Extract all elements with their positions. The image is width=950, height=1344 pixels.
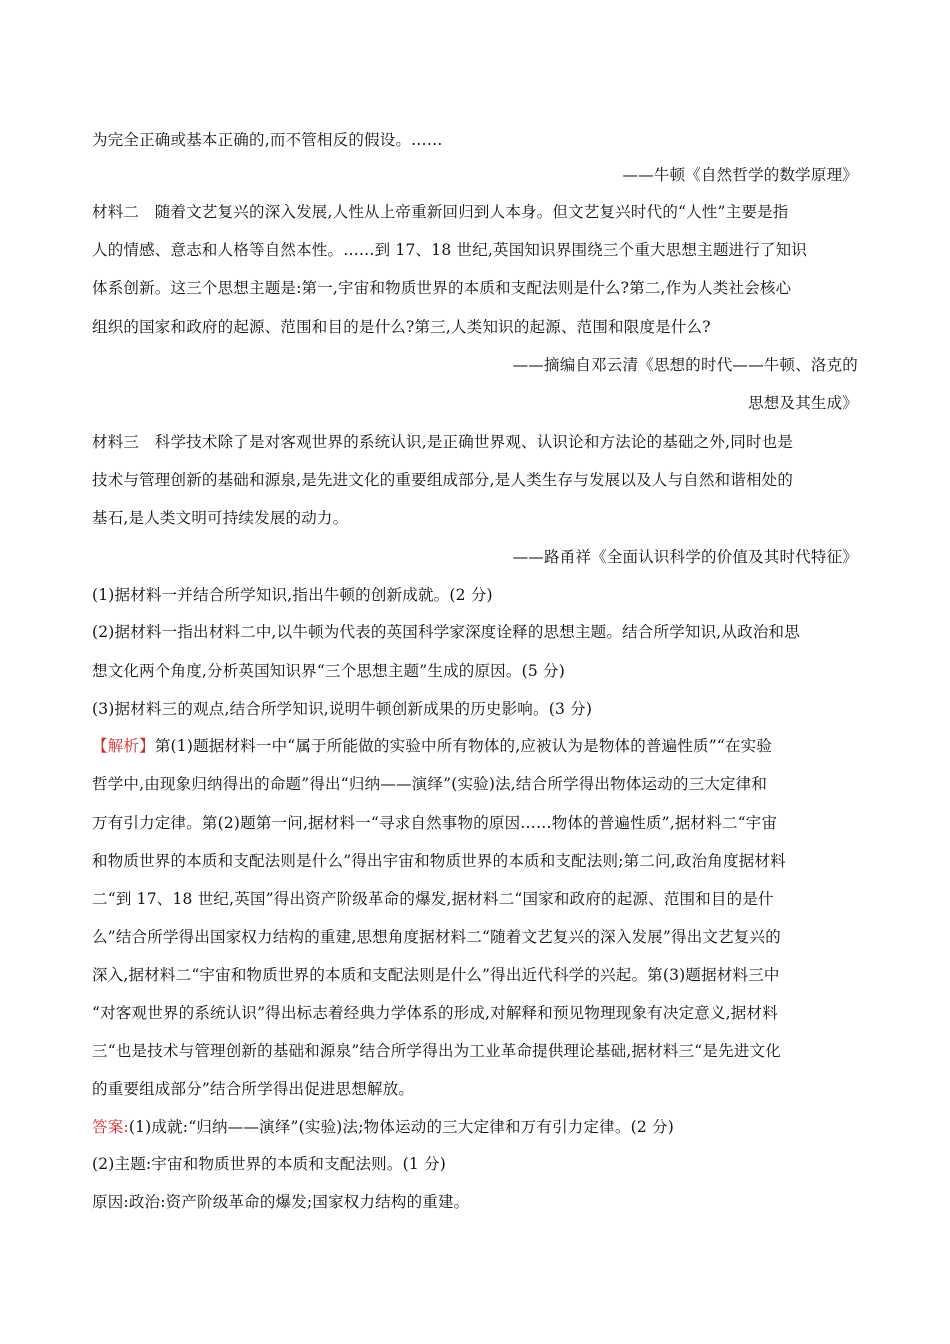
material-2-line: 组织的国家和政府的起源、范围和目的是什么?第三,人类知识的起源、范围和限度是什么? xyxy=(92,318,711,336)
material-3-line: 基石,是人类文明可持续发展的动力。 xyxy=(92,509,349,527)
question-line: 想文化两个角度,分析英国知识界“三个思想主题”生成的原因。(5 分) xyxy=(92,662,565,680)
answer-line xyxy=(92,1115,674,1137)
analysis-line: 二“到 17、18 世纪,英国”得出资产阶级革命的爆发,据材料二“国家和政府的起源、范围和目的是什 xyxy=(92,890,774,908)
answer-line: 原因:政治:资产阶级革命的爆发;国家权力结构的重建。 xyxy=(92,1193,470,1211)
answer-line: (2)主题:宇宙和物质世界的本质和支配法则。(1 分) xyxy=(92,1155,446,1173)
material-2-line: 人的情感、意志和人格等自然本性。……到 17、18 世纪,英国知识界围绕三个重大思想主题进行了知识 xyxy=(92,241,808,259)
question-line: (1)据材料一并结合所学知识,指出牛顿的创新成就。(2 分) xyxy=(92,586,493,604)
source-citation-3: ——路甬祥《全面认识科学的价值及其时代特征》 xyxy=(512,548,858,566)
source-citation-2-cont: 思想及其生成》 xyxy=(748,394,858,412)
analysis-text: 第(1)题据材料一中“属于所能做的实验中所有物体的,应被认为是物体的普遍性质”“在实验 xyxy=(154,737,773,755)
analysis-line: 的重要组成部分”结合所学得出促进思想解放。 xyxy=(92,1080,415,1098)
source-citation-1: ——牛顿《自然哲学的数学原理》 xyxy=(622,166,858,184)
answer-label: 答案: xyxy=(92,1118,129,1136)
analysis-line: 和物质世界的本质和支配法则是什么”得出宇宙和物质世界的本质和支配法则;第二问,政治角度据材料 xyxy=(92,852,786,870)
analysis-line: 哲学中,由现象归纳得出的命题”得出“归纳——演绎”(实验)法,结合所学得出物体运动的三大定律和 xyxy=(92,775,768,793)
material-3-line: 材料三 科学技术除了是对客观世界的系统认识,是正确世界观、认识论和方法论的基础之外,同时也是 xyxy=(92,433,794,451)
analysis-line: 三“也是技术与管理创新的基础和源泉”结合所学得出为工业革命提供理论基础,据材料三“是先进文化 xyxy=(92,1042,781,1060)
material-2-line: 体系创新。这三个思想主题是:第一,宇宙和物质世界的本质和支配法则是什么?第二,作为人类社会核心 xyxy=(92,279,792,297)
analysis-line xyxy=(92,734,772,756)
analysis-line: “对客观世界的系统认识”得出标志着经典力学体系的形成,对解释和预见物理现象有决定意义,据材料 xyxy=(92,1004,778,1022)
question-line: (3)据材料三的观点,结合所学知识,说明牛顿创新成果的历史影响。(3 分) xyxy=(92,700,593,718)
source-citation-2: ——摘编自邓云清《思想的时代——牛顿、洛克的 xyxy=(512,356,858,374)
answer-text: (1)成就:“归纳——演绎”(实验)法;物体运动的三大定律和万有引力定律。(2 分) xyxy=(128,1118,674,1136)
question-line: (2)据材料一指出材料二中,以牛顿为代表的英国科学家深度诠释的思想主题。结合所学知识,从政治和思 xyxy=(92,623,800,641)
material-2-line: 材料二 随着文艺复兴的深入发展,人性从上帝重新回归到人本身。但文艺复兴时代的“人性”主要是指 xyxy=(92,203,789,221)
analysis-line: 万有引力定律。第(2)题第一问,据材料一“寻求自然事物的原因……物体的普遍性质”,据材料二“宇宙 xyxy=(92,814,778,832)
analysis-label: 【解析】 xyxy=(92,737,155,755)
continued-text: 为完全正确或基本正确的,而不管相反的假设。…… xyxy=(92,131,443,149)
material-3-line: 技术与管理创新的基础和源泉,是先进文化的重要组成部分,是人类生存与发展以及人与自然和谐相处的 xyxy=(92,471,794,489)
analysis-line: 么”结合所学得出国家权力结构的重建,思想角度据材料二“随着文艺复兴的深入发展”得出文艺复兴的 xyxy=(92,928,781,946)
analysis-line: 深入,据材料二“宇宙和物质世界的本质和支配法则是什么”得出近代科学的兴起。第(3)题据材料三中 xyxy=(92,966,780,984)
